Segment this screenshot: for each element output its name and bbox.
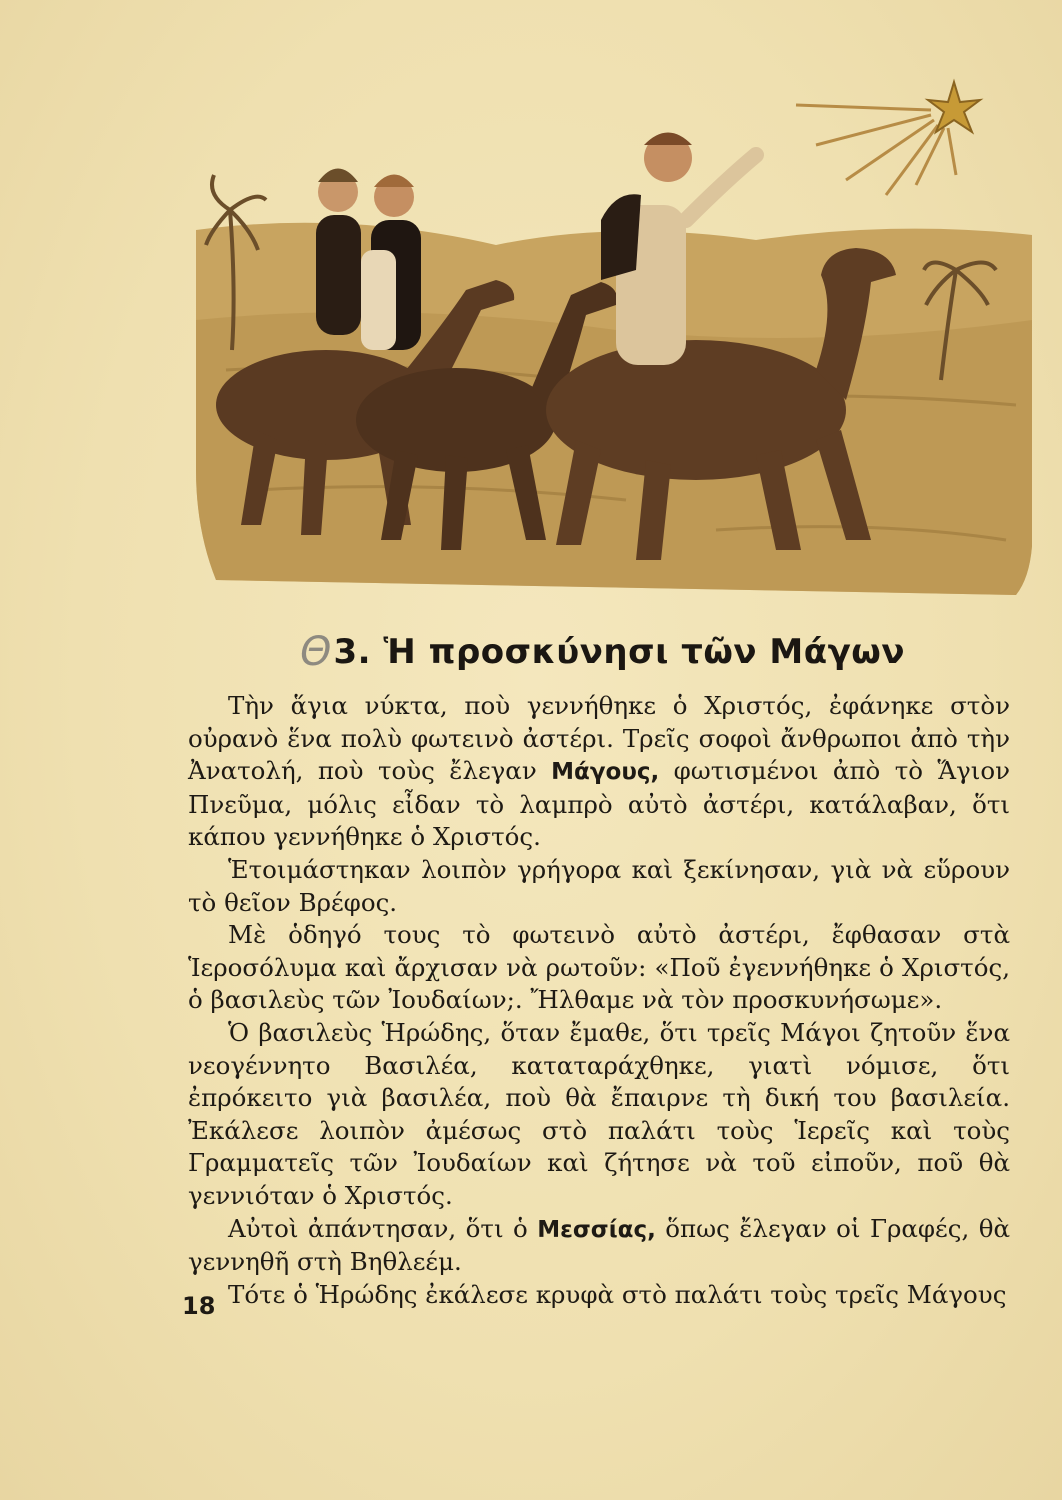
paragraph: Ἑτοιμάστηκαν λοιπὸν γρήγορα καὶ ξεκίνησαν, γιὰ νὰ εὕρουν τὸ θεῖον Βρέφος.	[188, 854, 1010, 917]
magi-camels-icon	[196, 70, 1032, 600]
paragraph: Μὲ ὁδηγό τους τὸ φωτεινὸ αὐτὸ ἀστέρι, ἔφθασαν στὰ Ἱεροσόλυμα καὶ ἄρχισαν νὰ ρωτοῦν: «Ποῦ ἐγεννήθηκε ὁ Χριστός, ὁ βασιλεὺς τῶν Ἰουδαίων;. Ἤλθαμε νὰ τὸν προσκυνήσωμε».	[188, 920, 1010, 1015]
pencil-annotation: Θ	[300, 629, 332, 675]
magi-illustration	[196, 70, 1032, 600]
chapter-title: 3. Ἡ προσκύνησι τῶν Μάγων	[333, 632, 905, 672]
chapter-heading	[300, 626, 920, 678]
body-text	[188, 690, 1010, 1311]
paragraph: Ὁ βασιλεὺς Ἡρώδης, ὅταν ἔμαθε, ὅτι τρεῖς Μάγοι ζητοῦν ἕνα νεογέννητο Βασιλέα, καταταράχθηκε, γιατὶ νόμισε, ὅτι ἐπρόκειτο γιὰ βασιλέα, ποὺ θὰ ἔπαιρνε τὴ δική του βασιλεία. Ἐκάλεσε λοιπὸν ἀμέσως στὸ παλάτι τοὺς Ἱερεῖς καὶ τοὺς Γραμματεῖς τῶν Ἰουδαίων καὶ ζήτησε νὰ τοῦ εἰποῦν, ποῦ θὰ γεννιόταν ὁ Χριστός.	[188, 1017, 1010, 1210]
paragraph: Τότε ὁ Ἡρώδης ἐκάλεσε κρυφὰ στὸ παλάτι τοὺς τρεῖς Μάγους	[228, 1279, 1007, 1309]
paragraph: Τὴν ἅγια νύκτα, ποὺ γεννήθηκε ὁ Χριστός, ἐφάνηκε στὸν οὐρανὸ ἕνα πολὺ φωτεινὸ ἀστέρι. Τρεῖς σοφοὶ ἄνθρωποι ἀπὸ τὴν Ἀνατολή, ποὺ τοὺς ἔλεγαν Μάγους, φωτισμένοι ἀπὸ τὸ Ἅγιον Πνεῦμα, μόλις εἶδαν τὸ λαμπρὸ αὐτὸ ἀστέρι, κατάλαβαν, ὅτι κάπου γεννήθηκε ὁ Χριστός.	[188, 691, 1010, 852]
page-number: 18	[182, 1292, 216, 1320]
paragraph: Αὐτοὶ ἀπάντησαν, ὅτι ὁ Μεσσίας, ὅπως ἔλεγαν οἱ Γραφές, θὰ γεννηθῆ στὴ Βηθλεέμ.	[188, 1213, 1010, 1277]
